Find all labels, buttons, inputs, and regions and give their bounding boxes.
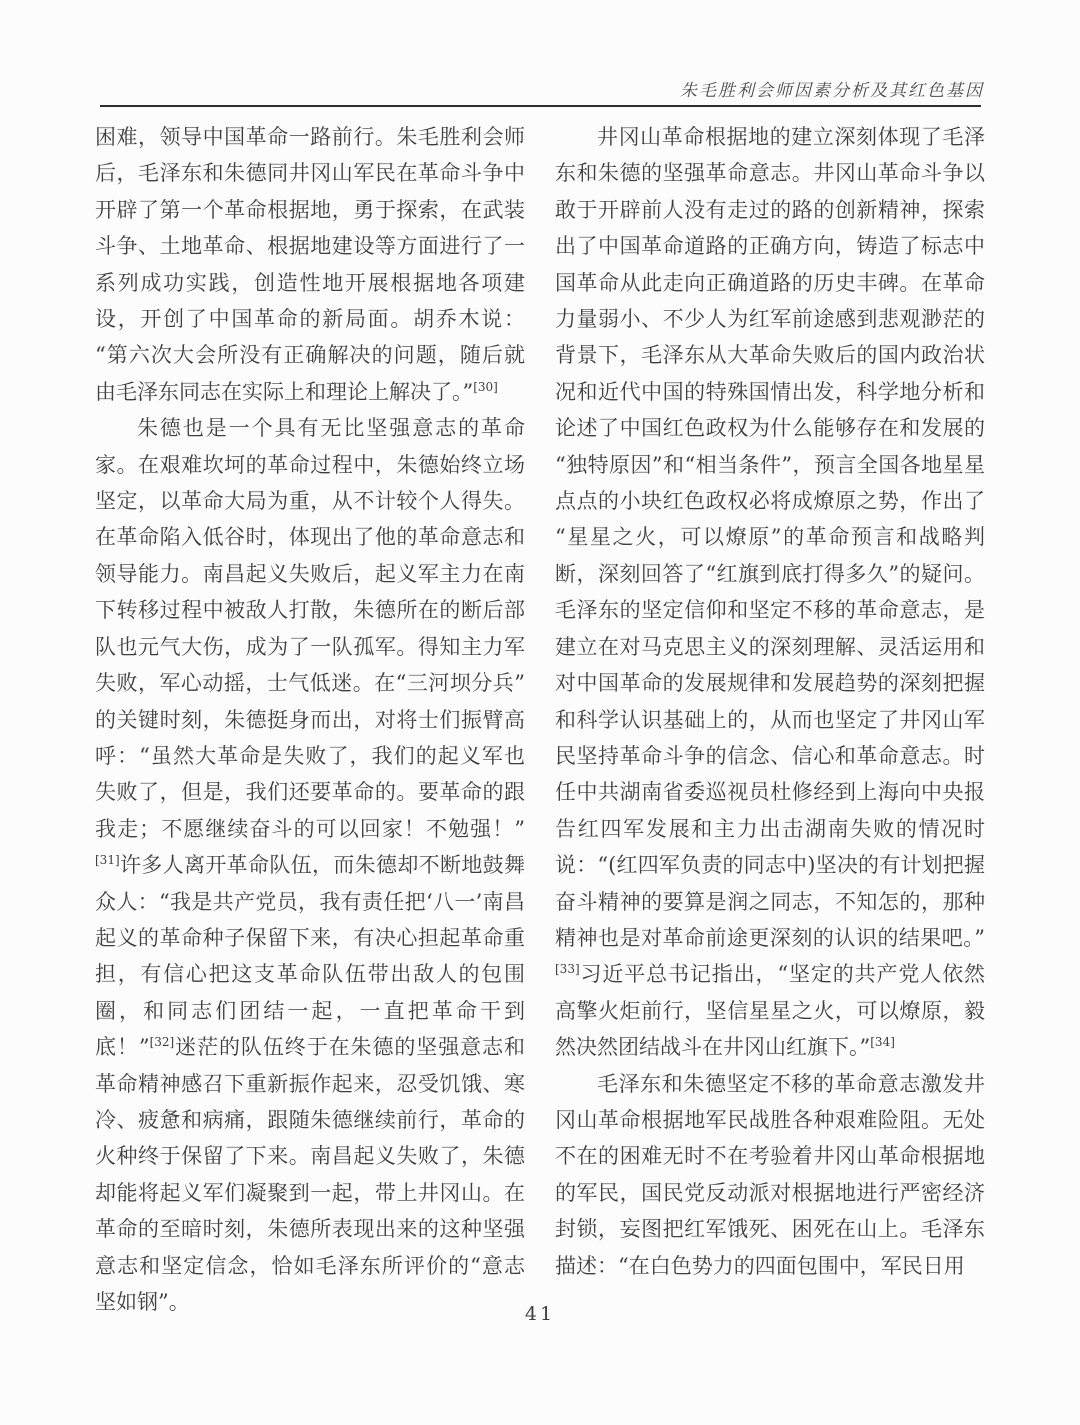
citation-ref: [31] (95, 853, 120, 868)
citation-ref: [30] (473, 379, 498, 394)
header-rule-divider (100, 105, 981, 107)
citation-ref: [32] (149, 1035, 175, 1050)
article-body (95, 119, 985, 1320)
citation-ref: [33] (555, 962, 580, 977)
column-left (95, 119, 525, 1320)
paragraph: 井冈山革命根据地的建立深刻体现了毛泽东和朱德的坚强革命意志。井冈山革命斗争以敢于开辟前人没有走过的路的创新精神，探索出了中国革命道路的正确方向，铸造了标志中国革命从此走向正确道路的历史丰碑。在革命力量弱小、不少人为红军前途感到悲观渺茫的背景下，毛泽东从大革命失败后的国内政治状况和近代中国的特殊国情出发，科学地分析和论述了中国红色政权为什么能够存在和发展的“独特原因”和“相当条件”，预言全国各地星星点点的小块红色政权必将成燎原之势，作出了“星星之火，可以燎原”的革命预言和战略判断，深刻回答了“红旗到底打得多久”的疑问。毛泽东的坚定信仰和坚定不移的革命意志，是建立在对马克思主义的深刻理解、灵活运用和对中国革命的发展规律和发展趋势的深刻把握和科学认识基础上的，从而也坚定了井冈山军民坚持革命斗争的信念、信心和革命意志。时任中共湖南省委巡视员杜修经到上海向中央报告红四军发展和主力出击湖南失败的情况时说：“(红四军负责的同志中)坚决的有计划把握奋斗精神的要算是润之同志，不知怎的，那种精神也是对革命前途更深刻的认识的结果吧。”[33]习近平总书记指出，“坚定的共产党人依然高擎火炬前行，坚信星星之火，可以燎原，毅然决然团结战斗在井冈山红旗下。”[34] (555, 125, 985, 1060)
paragraph: 朱德也是一个具有无比坚强意志的革命家。在艰难坎坷的革命过程中，朱德始终立场坚定，以革命大局为重，从不计较个人得失。在革命陷入低谷时，体现出了他的革命意志和领导能力。南昌起义失败后，起义军主力在南下转移过程中被敌人打散，朱德所在的断后部队也元气大伤，成为了一队孤军。得知主力军失败，军心动摇，士气低迷。在“三河坝分兵”的关键时刻，朱德挺身而出，对将士们振臂高呼：“虽然大革命是失败了，我们的起义军也失败了，但是，我们还要革命的。要革命的跟我走；不愿继续奋斗的可以回家！不勉强！”[31]许多人离开革命队伍，而朱德却不断地鼓舞众人：“我是共产党员，我有责任把‘八一’南昌起义的革命种子保留下来，有决心担起革命重担，有信心把这支革命队伍带出敌人的包围圈，和同志们团结一起，一直把革命干到底！”[32]迷茫的队伍终于在朱德的坚强意志和革命精神感召下重新振作起来，忍受饥饿、寒冷、疲惫和病痛，跟随朱德继续前行，革命的火种终于保留了下来。南昌起义失败了，朱德却能将起义军们凝聚到一起，带上井冈山。在革命的至暗时刻，朱德所表现出来的这种坚强意志和坚定信念，恰如毛泽东所评价的“意志坚如钢”。 (95, 416, 525, 1314)
paragraph: 毛泽东和朱德坚定不移的革命意志激发井冈山革命根据地军民战胜各种艰难险阻。无处不在的困难无时不在考验着井冈山革命根据地的军民，国民党反动派对根据地进行严密经济封锁，妄图把红军饿死、困死在山上。毛泽东描述：“在白色势力的四面包围中，军民日用 (555, 1071, 985, 1278)
paragraph: 困难，领导中国革命一路前行。朱毛胜利会师后，毛泽东和朱德同井冈山军民在革命斗争中开辟了第一个革命根据地，勇于探索，在武装斗争、土地革命、根据地建设等方面进行了一系列成功实践，创造性地开展根据地各项建设，开创了中国革命的新局面。胡乔木说：“第六次大会所没有正确解决的问题，随后就由毛泽东同志在实际上和理论上解决了。”[30] (95, 125, 525, 404)
page-number: 41 (524, 1303, 556, 1325)
citation-ref: [34] (870, 1035, 895, 1050)
running-header-title: 朱毛胜利会师因素分析及其红色基因 (680, 81, 984, 101)
column-right (555, 119, 985, 1320)
